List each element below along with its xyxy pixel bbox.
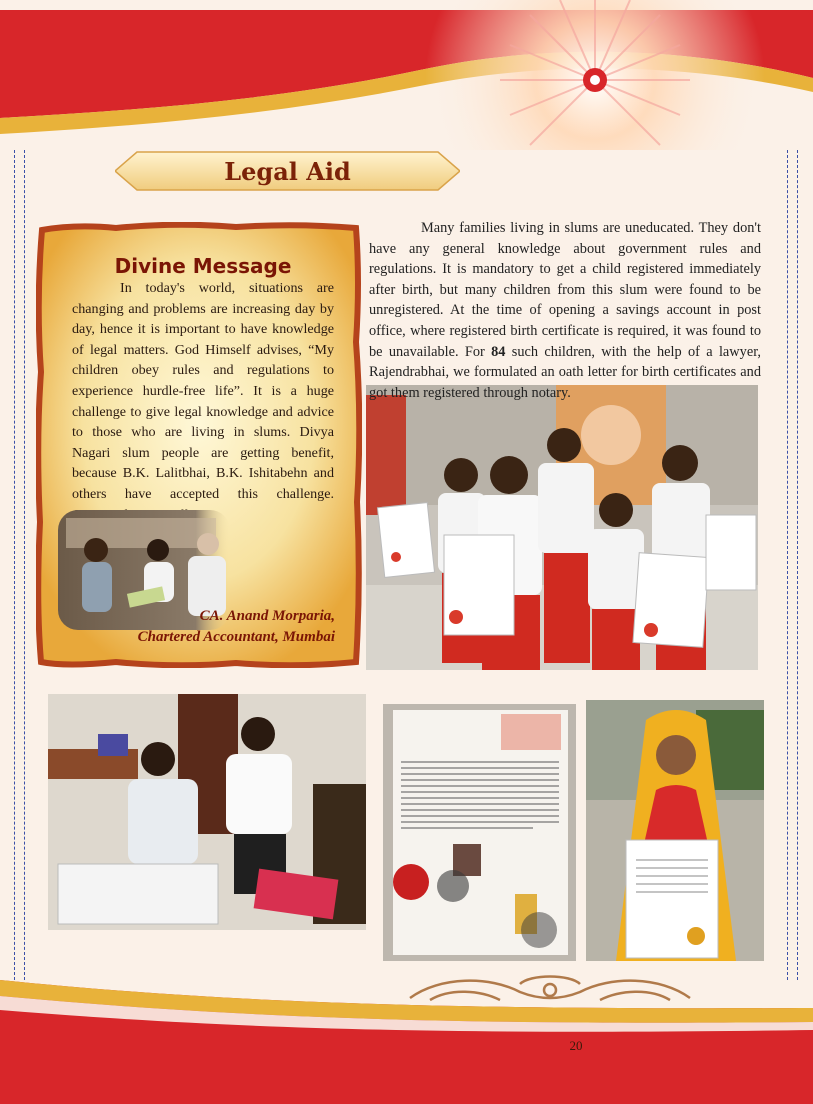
left-dashed-guide [14, 150, 15, 980]
page-number: 20 [569, 1038, 583, 1053]
left-dashed-guide-inner [24, 150, 25, 980]
page-title: Legal Aid [224, 156, 351, 186]
signature-title: Chartered Accountant, Mumbai [137, 629, 335, 645]
footer-band [0, 970, 813, 1104]
divine-message-body: In today's world, situations are changing and problems are increasing day by day, hence it is important to have knowledge of legal matters. God Himself advises, “My children obey rules and regulations to experience hurdle-free life”. It is a huge challenge to give legal knowledge and advice to those who are living in slums. Divya Nagari slum people are getting benefit, because B.K. Lalitbhai, B.K. Ishitabehn and others have accepted this challenge. [72, 280, 334, 502]
ornament-flourish [410, 977, 690, 1001]
right-dashed-guide-inner [787, 150, 788, 980]
article-text [369, 218, 761, 403]
article-text-part1: Many families living in slums are uneducated. They don't have any general knowledge about government rules and regulations. It is mandatory to get a child registered immediately after birth, but many children from this slum were found to be unregistered. At the time of opening a savings account in post office, where registered birth certificate is required, it was found to be unavailable. For [369, 220, 761, 360]
photo-lawyer-office [48, 694, 366, 930]
child-3 [538, 428, 594, 663]
article-text-part2: such children, with the help of a lawyer, Rajendrabhai, we formulated an oath letter for birth certificates and got them registered through notary. [369, 343, 761, 401]
signature-name: CA. Anand Morparia, [199, 608, 335, 624]
divine-message-title: Divine Message [114, 254, 292, 278]
photo-children-certificates [366, 385, 758, 670]
signature [100, 606, 335, 648]
photo-woman-certificate [586, 700, 764, 961]
header-band [0, 0, 813, 150]
photo-affidavit-document [383, 704, 576, 961]
children-count: 84 [491, 343, 506, 360]
right-dashed-guide [797, 150, 798, 980]
